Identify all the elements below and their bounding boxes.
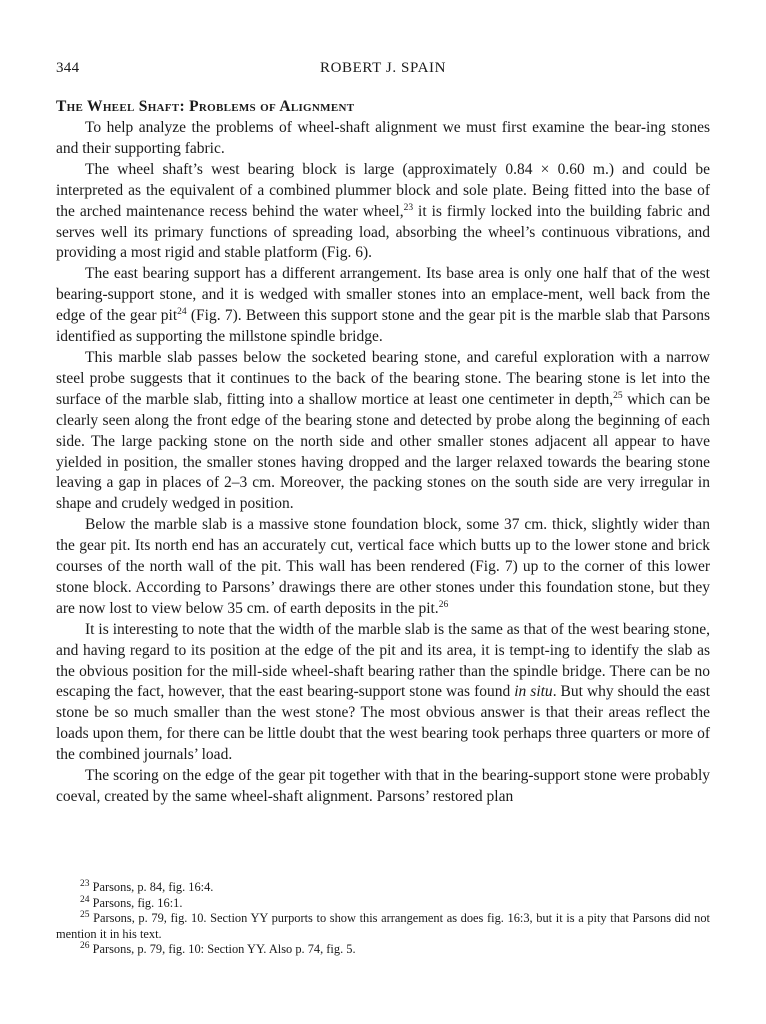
paragraph	[56, 515, 710, 620]
section-title: The Wheel Shaft: Problems of Alignment	[56, 98, 355, 115]
footnote-text: Parsons, p. 79, fig. 10. Section YY purports to show this arrangement as does fig. 16:3, but it is a pity that Parsons did not mention it in his text.	[56, 911, 710, 941]
footnote-ref[interactable]: 24	[177, 307, 187, 317]
paragraph	[56, 118, 710, 160]
paragraph	[56, 160, 710, 265]
footnote-number: 25	[80, 910, 90, 921]
paragraph-text: Below the marble slab is a massive stone foundation block, some 37 cm. thick, slightly wider than the gear pit. Its north end has an accurately cut, vertical face which butts up to the lower stone and brick courses of the north wall of the pit. This wall has been rendered (Fig. 7) up to the corner of this lower stone block. According to Parsons’ drawings there are other stones under this foundation stone, but they are now lost to view below 35 cm. of earth deposits in the pit.	[56, 516, 710, 617]
paragraph	[56, 348, 710, 515]
footnote	[56, 942, 710, 958]
paragraph-text: . But why should the east stone be so much smaller than the west stone? The most obvious answer is that their areas reflect the loads upon them, for there can be little doubt that the west bearing took perhaps three quarters or more of the combined journals’ load.	[56, 683, 710, 764]
page-number: 344	[56, 60, 80, 76]
paragraph-text: To help analyze the problems of wheel-shaft alignment we must first examine the bear-ing stones and their supporting fabric.	[56, 119, 710, 157]
footnote	[56, 911, 710, 942]
footnote	[56, 896, 710, 912]
paragraph-text: The wheel shaft’s west bearing block is large (approximately 0.84 × 0.60 m.) and could be interpreted as the equivalent of a combined plummer block and sole plate. Being fitted into the base of the arched maintenance recess behind the water wheel,	[56, 160, 710, 220]
footnote-ref[interactable]: 23	[403, 202, 414, 213]
paragraph	[56, 766, 710, 808]
footnote-ref[interactable]: 25	[613, 390, 623, 401]
footnote	[56, 880, 710, 896]
page-header	[56, 60, 710, 80]
footnote-number: 26	[80, 941, 90, 952]
paragraph-text: The scoring on the edge of the gear pit together with that in the bearing-support stone were probably coeval, created by the same wheel-shaft alignment. Parsons’ restored plan	[56, 767, 710, 805]
footnote-text: Parsons, p. 79, fig. 10: Section YY. Also p. 74, fig. 5.	[89, 942, 356, 957]
paragraph-text: (Fig. 7). Between this support stone and the gear pit is the marble slab that Parsons identified as supporting the millstone spindle bridge.	[56, 307, 710, 346]
paragraph-text: it is firmly locked into the building fabric and serves well its primary functions of spreading load, absorbing the wheel’s continuous vibrations, and providing a most rigid and stable platform (Fig. 6).	[56, 202, 710, 262]
footnote-text: Parsons, fig. 16:1.	[89, 895, 183, 910]
footnotes	[56, 880, 710, 958]
paragraph	[56, 620, 710, 766]
article-body	[56, 97, 710, 808]
footnote-number: 24	[80, 894, 90, 905]
italic-term: in situ	[514, 683, 553, 701]
paragraph-text: It is interesting to note that the width of the marble slab is the same as that of the west bearing stone, and having regard to its position at the edge of the pit and its area, it is tempt-ing to identify the slab as the obvious position for the mill-side wheel-shaft bearing rather than the spindle bridge. There can be no escaping the fact, however, that the east bearing-support stone was found	[56, 620, 710, 701]
paragraph	[56, 264, 710, 348]
footnote-text: Parsons, p. 84, fig. 16:4.	[89, 880, 214, 894]
paragraph-text: The east bearing support has a different arrangement. Its base area is only one half that of the west bearing-support stone, and it is wedged with smaller stones into an emplace-ment, well back from the edge of the gear pit	[56, 265, 710, 325]
paragraph-text: which can be clearly seen along the front edge of the bearing stone and detected by probe along the beginning of each side. The large packing stone on the north side and other smaller stones adjacent all appear to have yielded in position, the smaller stones having dropped and the larger relaxed towards the bearing stone leaving a gap in places of 2–3 cm. Moreover, the packing stones on the south side are very irregular in shape and crudely wedged in position.	[56, 390, 710, 513]
footnote-ref[interactable]: 26	[438, 599, 449, 610]
running-head: ROBERT J. SPAIN	[319, 60, 447, 76]
footnote-number: 23	[80, 878, 90, 889]
paragraph-text: This marble slab passes below the socketed bearing stone, and careful exploration with a narrow steel probe suggests that it continues to the back of the bearing stone. The bearing stone is let into the surface of the marble slab, fitting into a shallow mortice at least one centimeter in depth,	[56, 348, 710, 408]
